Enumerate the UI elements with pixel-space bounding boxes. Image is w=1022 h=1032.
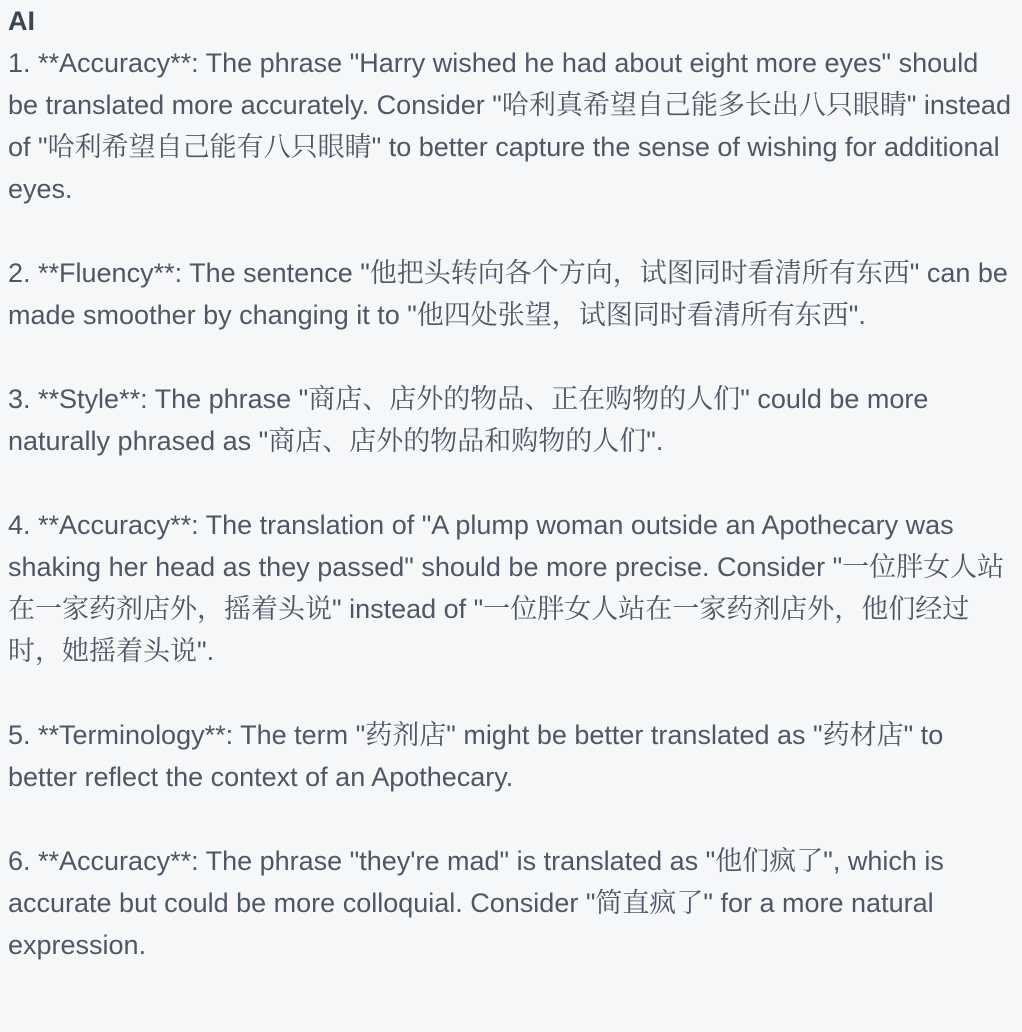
feedback-item-accuracy-6: 6. **Accuracy**: The phrase "they're mad" is translated as "他们疯了", which is accurate but could be more colloquial. Consider "简直疯了" for a more natural expression.	[8, 846, 944, 960]
feedback-item-style: 3. **Style**: The phrase "商店、店外的物品、正在购物的人们" could be more naturally phrased as "商店、店外的物品和购物的人们".	[8, 384, 929, 456]
feedback-item-accuracy-1: 1. **Accuracy**: The phrase "Harry wished he had about eight more eyes" should be translated more accurately. Consider "哈利真希望自己能多长出八只眼睛" instead of "哈利希望自己能有八只眼睛" to better capture the sense of wishing for additional eyes.	[8, 48, 1011, 204]
feedback-item-fluency: 2. **Fluency**: The sentence "他把头转向各个方向，试图同时看清所有东西" can be made smoother by changing it to "他四处张望，试图同时看清所有东西".	[8, 258, 1008, 330]
feedback-item-accuracy-4: 4. **Accuracy**: The translation of "A plump woman outside an Apothecary was shaking her head as they passed" should be more precise. Consider "一位胖女人站在一家药剂店外，摇着头说" instead of "一位胖女人站在一家药剂店外，他们经过时，她摇着头说".	[8, 510, 1005, 666]
speaker-label: AI	[8, 6, 35, 36]
feedback-item-terminology: 5. **Terminology**: The term "药剂店" might be better translated as "药材店" to better reflect the context of an Apothecary.	[8, 720, 944, 792]
